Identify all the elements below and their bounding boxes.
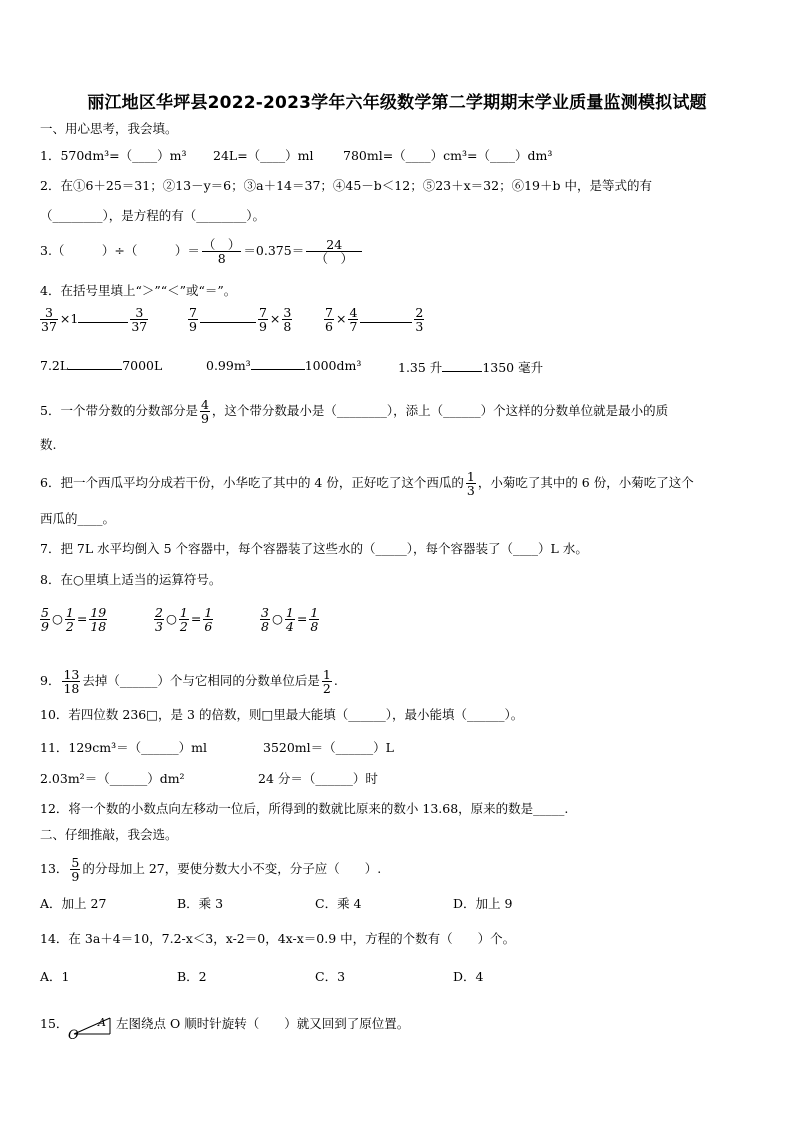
q13-option-c[interactable]: C．乘 4 [315,896,362,911]
q3-fraction-2: $\frac{24}{( )}$ [306,238,362,265]
q13-option-a[interactable]: A．加上 27 [40,896,107,911]
q1-part-b: 24L=（____）ml [213,148,314,163]
section-2-heading: 二、仔细推敲，我会选。 [40,827,178,842]
q11-part-d: 24 分＝（______）时 [258,771,378,786]
q3-prefix: 3.（ ）÷（ ）＝ [40,243,200,258]
question-7: 7．把 7L 水平均倒入 5 个容器中，每个容器装了这些水的（_____），每个容器装了（____）L 水。 [40,541,588,556]
q1-part-c: 780ml=（____）cm³=（____）dm³ [343,148,553,163]
q2-line-1: 2．在①6＋25＝31；②13－y＝6；③a＋14＝37；④45－b＜12；⑤23＋x＝32；⑥19＋b 中，是等式的有 [40,178,652,193]
q4-stem: 4．在括号里填上“＞”“＜”或“＝”。 [40,283,237,298]
question-10: 10．若四位数 236□，是 3 的倍数，则□里最大能填（______），最小能填（______）。 [40,707,524,722]
q11-part-b: 3520ml＝（______）L [263,740,394,755]
q8-item-3: $\frac{3}{8}$ ○ $\frac{1}{4}$ = $\frac{1}{8}$ [261,605,319,634]
q4-item-1: $\frac{3}{37}$ ×1 $\frac{3}{37}$ [41,305,148,334]
q15-text: 左图绕点 O 顺时针旋转（ ）就又回到了原位置。 [116,1016,410,1031]
q2-line-2: （________），是方程的有（________）。 [40,208,266,223]
page-title: 丽江地区华坪县2022-2023学年六年级数学第二学期期末学业质量监测模拟试题 [87,93,707,113]
q14-option-a[interactable]: A．1 [40,969,70,984]
q4-item-3: $\frac{7}{6}$ × $\frac{4}{7}$ $\frac{2}{3}$ [325,305,424,334]
q14-stem: 14．在 3a＋4＝10，7.2-x＜3，x-2＝0，4x-x＝0.9 中，方程的个数有（ ）个。 [40,931,516,946]
q3-middle: ＝0.375＝ [243,243,305,258]
q4-item-2: $\frac{7}{9}$ $\frac{7}{9}$ × $\frac{3}{8}$ [189,305,292,334]
q3-fraction-1: $\frac{( )}{8}$ [202,237,241,266]
q5-line-1: 5．一个带分数的分数部分是 $\frac{4}{9}$ ，这个带分数最小是（________），添上（______）个这样的分数单位就是最小的质 [40,397,669,426]
q14-option-c[interactable]: C．3 [315,969,346,984]
q11-part-a: 11．129cm³＝（______）ml [40,740,207,755]
q5-line-2: 数. [40,437,57,452]
q13-stem: 13． $\frac{5}{9}$ 的分母加上 27，要使分数大小不变，分子应（ ）. [40,855,382,884]
q15-number: 15． [40,1016,69,1031]
question-3 [40,238,760,265]
point-a-label: A [98,1016,106,1029]
q6-line-1: 6．把一个西瓜平均分成若干份，小华吃了其中的 4 份，正好吃了这个西瓜的 $\frac{1}{3}$ ，小菊吃了其中的 6 份，小菊吃了这个 [40,469,694,498]
q11-part-c: 2.03m²＝（______）dm² [40,771,185,786]
q1-part-a: 1．570dm³=（____）m³ [40,148,187,163]
q8-item-2: $\frac{2}{3}$ ○ $\frac{1}{2}$ = $\frac{1}{6}$ [155,605,213,634]
section-1-heading: 一、用心思考，我会填。 [40,121,178,136]
q14-option-d[interactable]: D．4 [453,969,484,984]
question-9: 9． $\frac{13}{18}$ 去掉（______）个与它相同的分数单位后是 $\frac{1}{2}$ . [40,667,338,696]
q14-option-b[interactable]: B．2 [177,969,207,984]
q4-item-6: 1.35 升 1350 毫升 [398,360,544,375]
q8-stem: 8．在○里填上适当的运算符号。 [40,572,222,587]
q13-option-b[interactable]: B．乘 3 [177,896,224,911]
question-12: 12．将一个数的小数点向左移动一位后，所得到的数就比原来的数小 13.68，原来的数是_____. [40,801,569,816]
q13-option-d[interactable]: D．加上 9 [453,896,513,911]
rotation-figure [66,1004,116,1040]
q8-item-1: $\frac{5}{9}$ ○ $\frac{1}{2}$ = $\frac{19}{18}$ [41,605,107,634]
point-o-label: O [68,1028,79,1040]
q6-line-2: 西瓜的____。 [40,511,116,526]
q4-item-4: 7.2L 7000L [40,358,163,373]
q4-item-5: 0.99m³ 1000dm³ [206,358,362,373]
